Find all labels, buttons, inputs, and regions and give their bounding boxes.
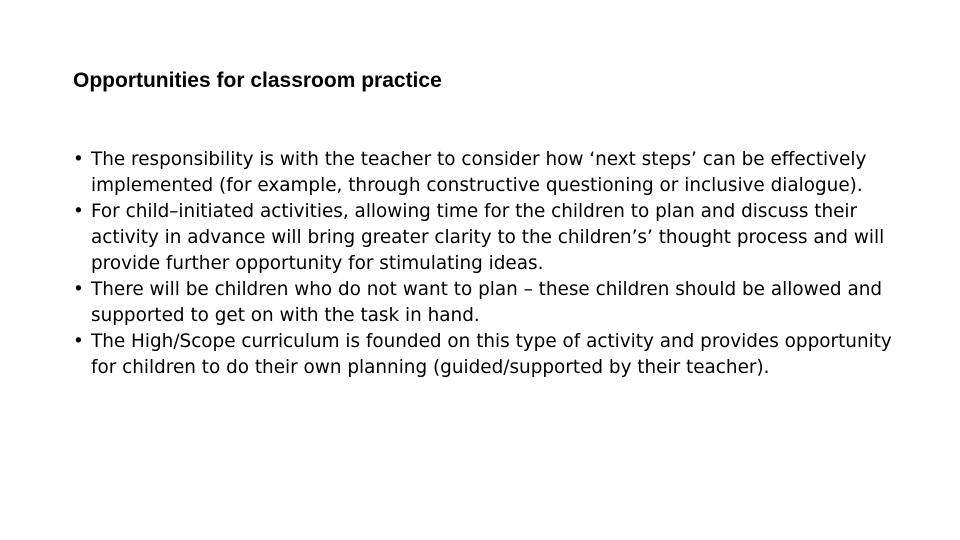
bullet-text: The responsibility is with the teacher to consider how ‘next steps’ can be effectively implemented (for example, through constructive questioning or inclusive dialogue).	[91, 149, 867, 196]
bullet-item	[73, 199, 893, 277]
bullet-dot-icon: •	[73, 331, 84, 352]
slide-title: Opportunities for classroom practice	[73, 69, 442, 92]
bullet-item	[73, 147, 893, 199]
bullet-dot-icon: •	[73, 279, 84, 300]
bullet-text: The High/Scope curriculum is founded on this type of activity and provides opportunity for children to do their own planning (guided/supported by their teacher).	[91, 331, 892, 378]
bullet-list	[73, 147, 893, 381]
bullet-dot-icon: •	[73, 201, 84, 222]
bullet-text: There will be children who do not want to plan – these children should be allowed and supported to get on with the task in hand.	[91, 279, 883, 326]
bullet-text: For child–initiated activities, allowing time for the children to plan and discuss their activity in advance will bring greater clarity to the children’s’ thought process and will provide further opportunity for stimulating ideas.	[91, 201, 885, 274]
bullet-item	[73, 329, 893, 381]
bullet-dot-icon: •	[73, 149, 84, 170]
bullet-item	[73, 277, 893, 329]
